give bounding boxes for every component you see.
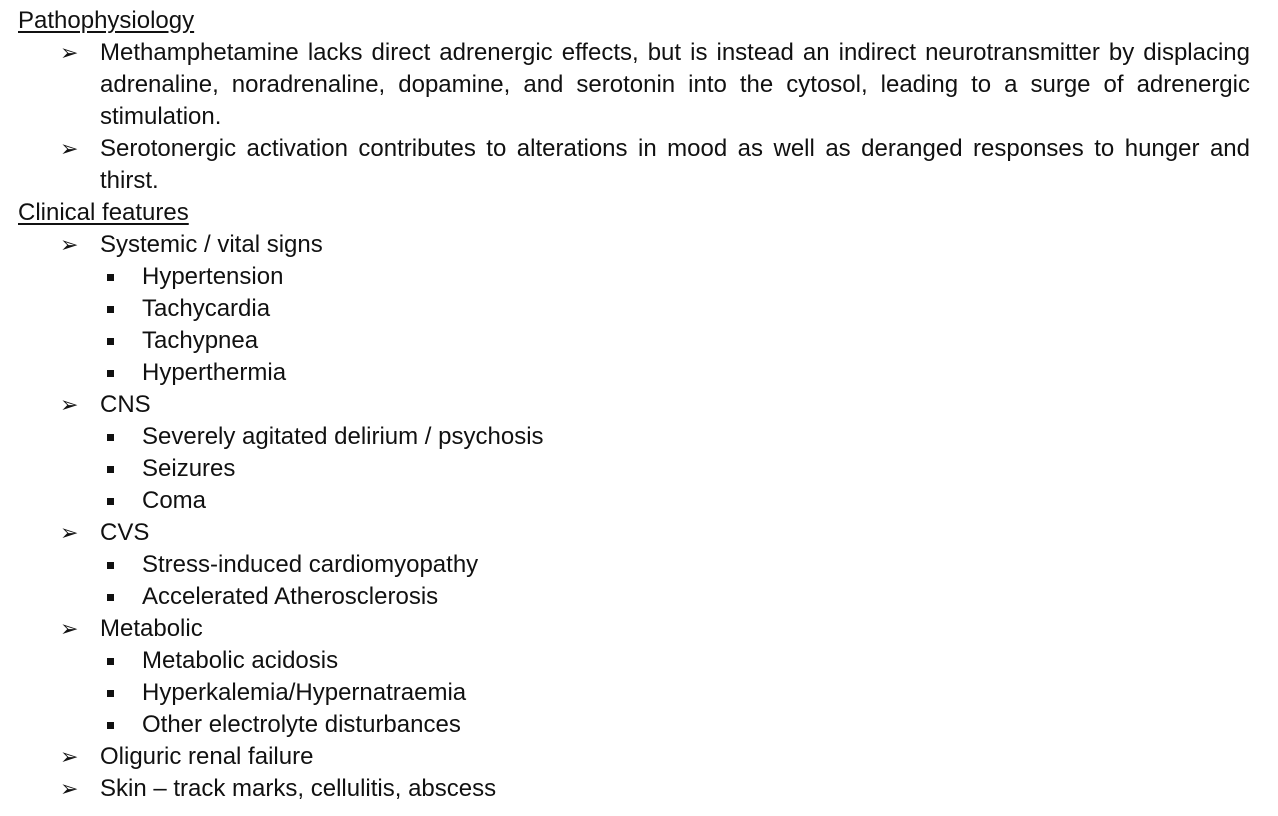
sub-list-item-text: Metabolic acidosis [142,647,339,674]
sub-list-item-text: Hyperthermia [142,359,287,386]
sub-list-item [18,677,1250,709]
sub-list-item [18,261,1250,293]
sub-list-item-text: Hypertension [142,263,284,290]
sub-list-item [18,709,1250,741]
sub-list-item [18,325,1250,357]
list-item-text: Methamphetamine lacks direct adrenergic effects, but is instead an indirect neurotransmitter by displacing adrenaline, noradrenaline, dopamine, and serotonin into the cytosol, leading to a surge of adrenergic stimulation. [100,39,1250,130]
list-item-text: CNS [100,391,151,418]
document [18,5,1250,805]
sub-list-item [18,421,1250,453]
sub-list-item-text: Hyperkalemia/Hypernatraemia [142,679,467,706]
arrowhead-bullet-icon: ➢ [60,616,79,641]
sub-list-item-text: Coma [142,487,207,514]
square-bullet-icon [107,306,114,313]
square-bullet-icon [107,338,114,345]
sub-list-item [18,645,1250,677]
arrowhead-bullet-icon: ➢ [60,40,79,65]
list-item [18,741,1250,773]
list-item-text: Metabolic [100,615,203,642]
square-bullet-icon [107,594,114,601]
list-item-text: Systemic / vital signs [100,231,323,258]
section-heading-pathophysiology: Pathophysiology [18,7,195,34]
arrowhead-bullet-icon: ➢ [60,520,79,545]
sub-list-item [18,357,1250,389]
arrowhead-bullet-icon: ➢ [60,744,79,769]
square-bullet-icon [107,562,114,569]
sub-list-item [18,485,1250,517]
list-item [18,133,1250,197]
arrowhead-bullet-icon: ➢ [60,392,79,417]
arrowhead-bullet-icon: ➢ [60,776,79,801]
list-item-text: Serotonergic activation contributes to alterations in mood as well as deranged responses to hunger and thirst. [100,135,1250,194]
square-bullet-icon [107,434,114,441]
arrowhead-bullet-icon: ➢ [60,136,79,161]
square-bullet-icon [107,722,114,729]
list-item [18,389,1250,421]
sub-list-item [18,453,1250,485]
list-item [18,517,1250,549]
list-item-text: Skin – track marks, cellulitis, abscess [100,775,497,802]
square-bullet-icon [107,274,114,281]
list-item [18,613,1250,645]
list-item-text: Oliguric renal failure [100,743,314,770]
list-item [18,773,1250,805]
square-bullet-icon [107,370,114,377]
sub-list-item [18,293,1250,325]
square-bullet-icon [107,466,114,473]
sub-list-item-text: Stress-induced cardiomyopathy [142,551,479,578]
list-item [18,229,1250,261]
sub-list-item-text: Other electrolyte disturbances [142,711,461,738]
sub-list-item [18,549,1250,581]
list-item-text: CVS [100,519,150,546]
square-bullet-icon [107,690,114,697]
square-bullet-icon [107,498,114,505]
sub-list-item [18,581,1250,613]
section-heading-clinical-features: Clinical features [18,199,189,226]
sub-list-item-text: Tachypnea [142,327,259,354]
sub-list-item-text: Severely agitated delirium / psychosis [142,423,544,450]
list-item [18,37,1250,133]
sub-list-item-text: Tachycardia [142,295,271,322]
square-bullet-icon [107,658,114,665]
sub-list-item-text: Accelerated Atherosclerosis [142,583,439,610]
sub-list-item-text: Seizures [142,455,236,482]
arrowhead-bullet-icon: ➢ [60,232,79,257]
